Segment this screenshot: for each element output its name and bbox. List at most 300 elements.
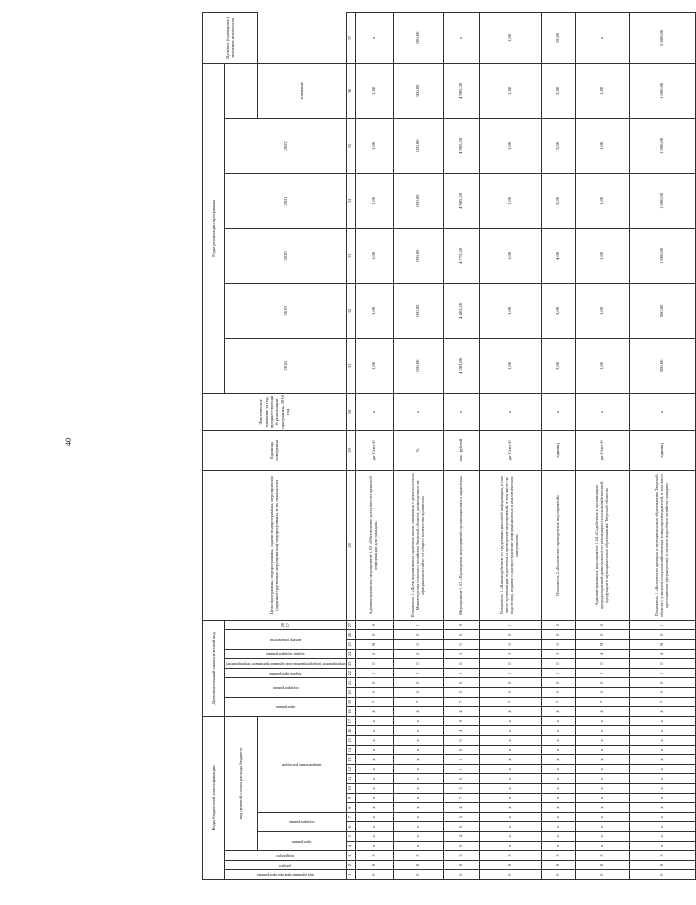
year-value: 100,00: [393, 118, 443, 173]
column-number: 3: [346, 851, 355, 861]
code-cell: 4: [629, 649, 695, 659]
code-cell: 5: [443, 688, 479, 698]
code-cell: х: [629, 745, 695, 755]
row-target: 5 000,00: [629, 13, 695, 64]
table-row: [393, 13, 443, 880]
code-cell: х: [541, 803, 575, 813]
code-cell: х: [629, 803, 695, 813]
code-cell: 3: [541, 649, 575, 659]
column-number: 32: [346, 283, 355, 338]
year-value: 100,00: [393, 228, 443, 283]
column-number: 1: [346, 870, 355, 880]
column-number: 7: [346, 812, 355, 822]
year-value: 100,00: [393, 63, 443, 118]
row-unit: единиц: [629, 430, 695, 470]
year-value: 4 463,20: [443, 283, 479, 338]
column-number: 14: [346, 745, 355, 755]
code-cell: 1: [393, 668, 443, 678]
code-cell: х: [541, 774, 575, 784]
code-cell: 7: [443, 697, 479, 707]
year-value: 3,00: [541, 283, 575, 338]
year-value: 1,00: [479, 173, 541, 228]
code-cell: 0: [575, 620, 629, 630]
code-cell: х: [393, 726, 443, 736]
code-cell: х: [355, 774, 393, 784]
code-cell: 7: [355, 697, 393, 707]
code-cell: х: [355, 755, 393, 765]
column-number: 34: [346, 173, 355, 228]
code-cell: х: [575, 745, 629, 755]
code-cell: 8: [393, 860, 443, 870]
code-cell: х: [575, 803, 629, 813]
code-cell: х: [575, 726, 629, 736]
row-fact: х: [443, 393, 479, 430]
code-cell: 4: [443, 803, 479, 813]
row-name: Показатель 1 «Взаимодействие со средствами массовой информации, в том числе организация, подготовка и проведение мероприятий, в том числе на подготовку, издание и распространение информационных и аналитических материалов»: [479, 470, 541, 620]
header-fact: Фактическое значение за год, предшествующий реализации программы, 2016 год: [203, 393, 347, 430]
code-cell: х: [479, 764, 541, 774]
year-value: 1,00: [575, 228, 629, 283]
year-value: 1,00: [355, 338, 393, 393]
page-number: 40: [64, 438, 73, 446]
code-cell: 8: [355, 860, 393, 870]
code-cell: х: [479, 755, 541, 765]
code-cell: 1: [479, 620, 541, 630]
year-value: 1,00: [575, 173, 629, 228]
row-fact: х: [629, 393, 695, 430]
code-cell: Я: [575, 640, 629, 650]
code-cell: х: [393, 812, 443, 822]
row-target: х: [575, 13, 629, 64]
code-cell: 3: [629, 851, 695, 861]
header-subsection: подраздел: [225, 851, 347, 861]
row-name: Административное мероприятие 1.04 «Содействие в организации природоохранной деятельности по реализации сельскохозяйственной продукции в муниципальных образованиях Тверской области»: [575, 470, 629, 620]
code-cell: 1: [629, 620, 695, 630]
code-cell: х: [355, 793, 393, 803]
code-cell: х: [479, 716, 541, 726]
year-value: 1 000,00: [629, 228, 695, 283]
code-cell: 3: [443, 851, 479, 861]
code-cell: х: [629, 832, 695, 842]
code-cell: 0: [393, 640, 443, 650]
code-cell: х: [541, 726, 575, 736]
code-cell: 0: [479, 659, 541, 669]
column-number: 13: [346, 755, 355, 765]
code-cell: х: [629, 716, 695, 726]
code-cell: х: [575, 784, 629, 794]
code-cell: 5: [355, 688, 393, 698]
code-cell: 4: [443, 726, 479, 736]
code-cell: х: [575, 832, 629, 842]
column-number: 18: [346, 707, 355, 717]
year-value: 1,00: [479, 338, 541, 393]
year-value: 1,00: [479, 63, 541, 118]
row-name: Административное мероприятие 1.02 «Обеспечение доступности правовой информации для граждан»: [355, 470, 393, 620]
code-cell: х: [393, 774, 443, 784]
code-cell: х: [355, 822, 393, 832]
code-cell: 0: [541, 870, 575, 880]
code-cell: 0: [355, 620, 393, 630]
column-number: 33: [346, 228, 355, 283]
code-cell: 1: [355, 668, 393, 678]
code-cell: х: [393, 803, 443, 813]
year-value: 3,00: [541, 118, 575, 173]
code-cell: 0: [541, 630, 575, 640]
code-cell: х: [541, 822, 575, 832]
header-year-2018: 2018: [225, 338, 347, 393]
code-cell: 0: [541, 640, 575, 650]
code-cell: 3: [541, 851, 575, 861]
year-value: 100,00: [393, 283, 443, 338]
row-fact: х: [393, 393, 443, 430]
header-task-event: задача подпрограммы: [225, 649, 347, 659]
code-cell: 8: [629, 860, 695, 870]
code-cell: 1: [393, 620, 443, 630]
row-fact: х: [575, 393, 629, 430]
code-cell: х: [393, 822, 443, 832]
row-unit: %: [393, 430, 443, 470]
code-cell: 0: [629, 630, 695, 640]
year-value: 1,00: [355, 118, 393, 173]
year-value: 1 000,00: [629, 63, 695, 118]
row-name: Показатель 1 «Доля нормативных правовых актов, связанных с деятельностью Министерства сельского хозяйства Тверской области, размещенных на официальном сайте, от общего количества принятых»: [393, 470, 443, 620]
code-cell: 0: [443, 745, 479, 755]
code-cell: 3: [393, 851, 443, 861]
row-unit: да-1/нет-0: [479, 430, 541, 470]
code-cell: Я: [629, 640, 695, 650]
code-cell: 5: [479, 688, 541, 698]
code-cell: 0: [443, 640, 479, 650]
code-cell: 7: [541, 697, 575, 707]
table-row: [479, 13, 541, 880]
year-value: 4,00: [541, 228, 575, 283]
code-cell: 8: [541, 860, 575, 870]
column-number: 11: [346, 774, 355, 784]
code-cell: 0: [479, 640, 541, 650]
code-cell: 0: [443, 870, 479, 880]
header-program-2: программа: [225, 697, 347, 716]
code-cell: х: [393, 736, 443, 746]
year-value: 4 283,80: [443, 338, 479, 393]
code-cell: 0: [629, 659, 695, 669]
year-value: 1,00: [575, 118, 629, 173]
code-cell: 4: [393, 707, 443, 717]
column-number: 15: [346, 736, 355, 746]
code-cell: х: [541, 716, 575, 726]
program-indicators-table: [202, 12, 696, 880]
row-target: х: [443, 13, 479, 64]
code-cell: х: [393, 745, 443, 755]
code-cell: х: [575, 793, 629, 803]
row-unit: единиц: [541, 430, 575, 470]
header-section: раздел: [225, 860, 347, 870]
code-cell: х: [541, 764, 575, 774]
code-cell: х: [575, 716, 629, 726]
code-cell: х: [393, 716, 443, 726]
code-cell: 0: [443, 716, 479, 726]
header-direction: направление расходов: [258, 716, 346, 812]
row-target: 19,00: [541, 13, 575, 64]
column-number: 21: [346, 678, 355, 688]
code-cell: 3: [575, 851, 629, 861]
header-name: Цели программы, подпрограммы, задачи подпрограммы, мероприятия (административные мероприятия) подпрограммы, и их показатели: [203, 470, 347, 620]
code-cell: 1: [443, 668, 479, 678]
code-cell: х: [629, 774, 695, 784]
code-cell: х: [575, 736, 629, 746]
code-cell: Я: [355, 640, 393, 650]
row-target: 100,00: [393, 13, 443, 64]
column-number: 31: [346, 338, 355, 393]
code-cell: 0: [629, 678, 695, 688]
code-cell: 0: [443, 774, 479, 784]
code-cell: 0: [393, 630, 443, 640]
code-cell: х: [629, 793, 695, 803]
header-unit: Единица измерения: [203, 430, 347, 470]
year-value: 500,00: [629, 338, 695, 393]
code-cell: 0: [355, 678, 393, 688]
year-value: 100,00: [393, 173, 443, 228]
header-subprogram-2: подпрограмма: [225, 678, 347, 697]
table-row: [575, 13, 629, 880]
code-cell: х: [541, 745, 575, 755]
code-cell: 0: [443, 678, 479, 688]
code-cell: х: [629, 726, 695, 736]
column-number: 35: [346, 118, 355, 173]
column-number: 30: [346, 393, 355, 430]
code-cell: х: [629, 764, 695, 774]
code-cell: х: [629, 822, 695, 832]
year-value: 4 985,20: [443, 118, 479, 173]
code-cell: х: [393, 784, 443, 794]
column-number: 37: [346, 13, 355, 64]
code-cell: 5: [443, 784, 479, 794]
header-csr-code: код целевой статьи расхода бюджета: [225, 716, 258, 850]
code-cell: 8: [443, 860, 479, 870]
header-subprogram: подпрограмма: [258, 812, 346, 831]
code-cell: х: [575, 812, 629, 822]
code-cell: 8: [479, 860, 541, 870]
code-cell: 0: [443, 630, 479, 640]
code-cell: х: [393, 755, 443, 765]
code-cell: 0: [541, 659, 575, 669]
code-cell: х: [479, 736, 541, 746]
header-indicator-number: номер показателя: [225, 630, 347, 649]
table-row: [541, 13, 575, 880]
code-cell: 0: [355, 630, 393, 640]
code-cell: 0: [575, 659, 629, 669]
code-cell: 8: [575, 860, 629, 870]
code-cell: х: [479, 841, 541, 851]
row-target: х: [355, 13, 393, 64]
code-cell: 0: [479, 678, 541, 688]
code-cell: 2: [541, 620, 575, 630]
row-fact: х: [479, 393, 541, 430]
header-event: мероприятие (подпрограммы или административное мероприятие): [225, 659, 347, 669]
code-cell: 4: [479, 707, 541, 717]
code-cell: 1: [575, 668, 629, 678]
code-cell: 0: [355, 870, 393, 880]
year-value: 1,00: [575, 283, 629, 338]
year-value: 1,00: [355, 63, 393, 118]
code-cell: х: [629, 784, 695, 794]
code-cell: 7: [443, 793, 479, 803]
column-number: 2: [346, 860, 355, 870]
year-value: 1,00: [479, 283, 541, 338]
year-value: 1,00: [479, 228, 541, 283]
code-cell: х: [355, 832, 393, 842]
code-cell: 1: [629, 668, 695, 678]
column-number: 6: [346, 822, 355, 832]
code-cell: 4: [443, 832, 479, 842]
code-cell: 0: [355, 659, 393, 669]
code-cell: 1: [541, 668, 575, 678]
table-row: [629, 13, 695, 880]
code-cell: 4: [443, 707, 479, 717]
code-cell: х: [541, 736, 575, 746]
column-number: 24: [346, 649, 355, 659]
code-cell: 0: [479, 870, 541, 880]
column-number: 27: [346, 620, 355, 630]
year-value: 500,00: [629, 283, 695, 338]
column-number: 22: [346, 668, 355, 678]
code-cell: х: [541, 832, 575, 842]
code-cell: х: [393, 832, 443, 842]
column-number: 4: [346, 841, 355, 851]
code-cell: 0: [443, 736, 479, 746]
code-cell: х: [629, 736, 695, 746]
code-cell: х: [541, 793, 575, 803]
year-value: 1,00: [355, 173, 393, 228]
code-cell: х: [355, 803, 393, 813]
code-cell: 2: [355, 649, 393, 659]
column-number: 25: [346, 640, 355, 650]
header-year-2020: 2020: [225, 228, 347, 283]
header-additional-code: Дополнительный аналитический код: [203, 620, 225, 716]
header-program: программа: [258, 832, 346, 851]
year-value: 4 775,20: [443, 228, 479, 283]
column-number: 23: [346, 659, 355, 669]
year-value: 3,00: [541, 173, 575, 228]
column-number: 16: [346, 726, 355, 736]
column-number: 36: [346, 63, 355, 118]
code-cell: 3: [479, 649, 541, 659]
header-task-program: задача программы: [225, 668, 347, 678]
column-number: 8: [346, 803, 355, 813]
code-cell: х: [541, 841, 575, 851]
code-cell: х: [479, 726, 541, 736]
row-name: Показатель 2 «Количество проведенных мероприятий»: [541, 470, 575, 620]
column-number: 12: [346, 764, 355, 774]
code-cell: 0: [479, 630, 541, 640]
code-cell: х: [355, 726, 393, 736]
code-cell: 0: [541, 678, 575, 688]
code-cell: х: [575, 822, 629, 832]
code-cell: х: [629, 755, 695, 765]
code-cell: 4: [355, 707, 393, 717]
year-value: 4 985,20: [443, 173, 479, 228]
code-cell: 0: [393, 870, 443, 880]
column-number: 10: [346, 784, 355, 794]
code-cell: х: [355, 812, 393, 822]
code-cell: 4: [575, 707, 629, 717]
code-cell: 3: [443, 649, 479, 659]
row-fact: х: [541, 393, 575, 430]
year-value: 4 985,20: [443, 63, 479, 118]
code-cell: х: [575, 764, 629, 774]
table-row: [355, 13, 393, 880]
table-row: [443, 13, 479, 880]
row-unit: да-1/нет-0: [575, 430, 629, 470]
year-value: 1,00: [355, 228, 393, 283]
column-number: 5: [346, 832, 355, 842]
code-cell: х: [355, 784, 393, 794]
code-cell: х: [575, 755, 629, 765]
row-fact: х: [355, 393, 393, 430]
code-cell: х: [541, 812, 575, 822]
code-cell: 4: [629, 707, 695, 717]
code-cell: 4: [575, 649, 629, 659]
code-cell: 0: [575, 630, 629, 640]
code-cell: 0: [443, 841, 479, 851]
code-cell: 2: [393, 649, 443, 659]
code-cell: х: [355, 736, 393, 746]
code-cell: 1: [443, 764, 479, 774]
year-value: 3,00: [541, 63, 575, 118]
row-name: Показатель 1 «Количество ярмарок в муниципальных образованиях Тверской области с участием сельскохозяйственных товаропроизводителей, в том числе крестьянских (фермерских) и личных подсобных хозяйств граждан»: [629, 470, 695, 620]
code-cell: х: [541, 784, 575, 794]
code-cell: х: [393, 841, 443, 851]
header-budget-codes: Коды бюджетной классификации: [203, 716, 225, 879]
code-cell: х: [355, 745, 393, 755]
header-year-2022: 2022: [225, 118, 347, 173]
code-cell: 7: [393, 697, 443, 707]
code-cell: х: [479, 832, 541, 842]
row-unit: да-1/нет-0: [355, 430, 393, 470]
code-cell: х: [479, 822, 541, 832]
year-value: 3,00: [541, 338, 575, 393]
year-value: 1 000,00: [629, 118, 695, 173]
year-value: 1,00: [575, 338, 629, 393]
code-cell: х: [629, 841, 695, 851]
column-number: 28: [346, 470, 355, 620]
code-cell: х: [355, 841, 393, 851]
code-cell: 5: [393, 688, 443, 698]
code-cell: 1: [443, 755, 479, 765]
code-cell: 0: [575, 870, 629, 880]
code-cell: 4: [541, 707, 575, 717]
code-cell: 3: [479, 851, 541, 861]
code-cell: 0: [575, 678, 629, 688]
code-cell: 5: [575, 688, 629, 698]
code-cell: 5: [541, 688, 575, 698]
code-cell: 1: [479, 668, 541, 678]
header-year-2017: 2017: [225, 620, 347, 630]
code-cell: 7: [629, 697, 695, 707]
row-name: Мероприятие 1.03 «Проведение мероприятий организационного характера»: [443, 470, 479, 620]
column-number: 9: [346, 793, 355, 803]
column-number: 29: [346, 430, 355, 470]
code-cell: х: [575, 774, 629, 784]
code-cell: 5: [443, 812, 479, 822]
code-cell: х: [541, 755, 575, 765]
code-cell: 3: [355, 851, 393, 861]
column-number: 19: [346, 697, 355, 707]
code-cell: 0: [443, 620, 479, 630]
code-cell: х: [355, 716, 393, 726]
code-cell: 0: [393, 659, 443, 669]
year-value: 1 000,00: [629, 173, 695, 228]
code-cell: 5: [629, 688, 695, 698]
